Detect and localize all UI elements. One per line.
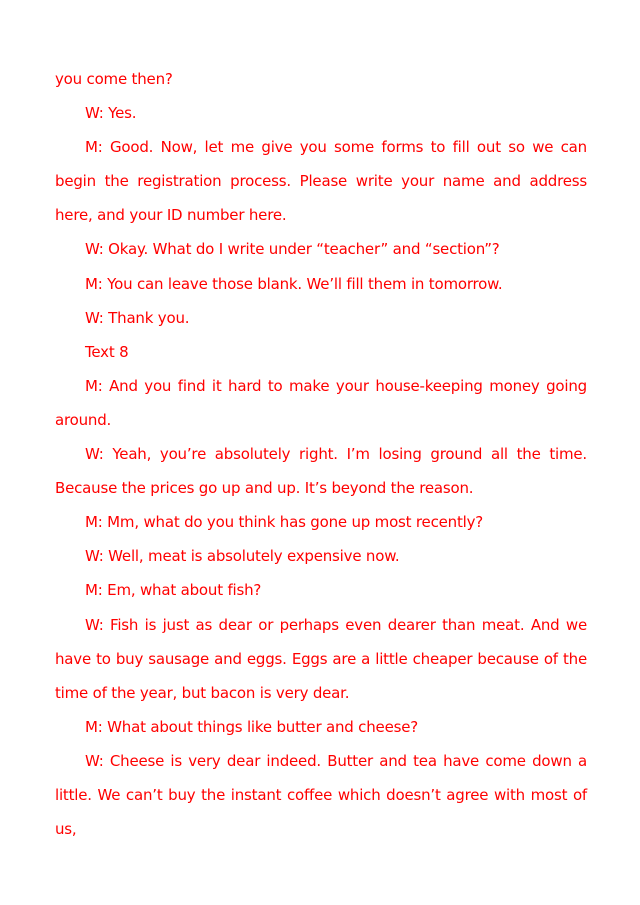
dialogue-line: M: And you find it hard to make your house-keeping money going around. [55,376,587,429]
dialogue-line: W: Yes. [85,104,137,123]
dialogue-line: W: Cheese is very dear indeed. Butter and tea have come down a little. We can’t buy the instant coffee which doesn’t agree with most of us, [55,751,587,839]
transcript-text [55,62,587,846]
dialogue-line: M: Good. Now, let me give you some forms to fill out so we can begin the registration process. Please write your name and address here, and your ID number here. [55,138,587,225]
dialogue-line: M: Em, what about fish? [85,581,262,600]
dialogue-line: W: Thank you. [85,308,190,327]
section-heading: Text 8 [85,342,129,361]
dialogue-line: M: What about things like butter and cheese? [85,717,418,736]
paragraph-continuation: you come then? [55,70,173,88]
dialogue-line: W: Okay. What do I write under “teacher” and “section”? [85,240,500,259]
dialogue-line: W: Fish is just as dear or perhaps even dearer than meat. And we have to buy sausage and eggs. Eggs are a little cheaper because of the time of the year, but bacon is very dear. [55,615,587,702]
dialogue-line: M: You can leave those blank. We’ll fill them in tomorrow. [85,274,503,293]
dialogue-line: W: Well, meat is absolutely expensive now. [85,547,400,566]
dialogue-line: W: Yeah, you’re absolutely right. I’m losing ground all the time. Because the prices go up and up. It’s beyond the reason. [55,445,587,498]
dialogue-line: M: Mm, what do you think has gone up most recently? [85,513,484,532]
